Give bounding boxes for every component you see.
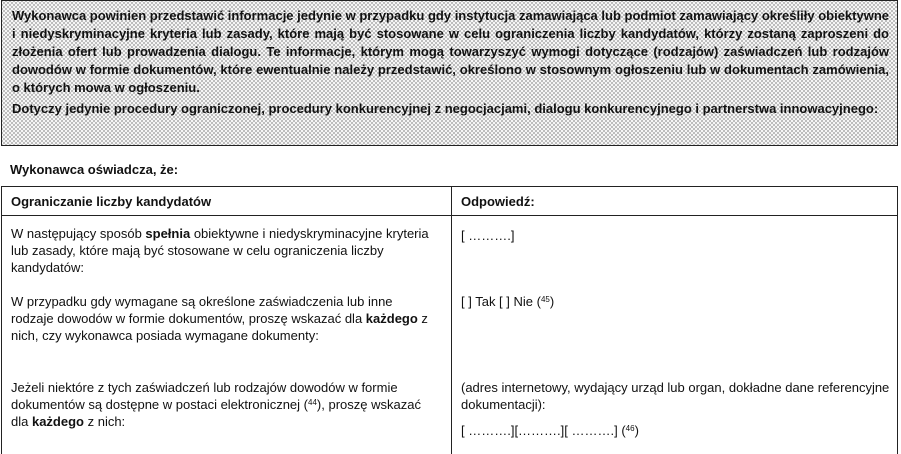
row1-answer-field: [ ……….]: [461, 228, 515, 243]
instruction-box: [1, 0, 898, 146]
footnote-ref: 44: [308, 398, 317, 407]
row2-answer-yes-no: [ ] Tak [ ] Nie ($^{45}$): [461, 294, 555, 309]
row3-answer-fields: [ ……….][……….][ ……….] ($^{46}$): [461, 423, 639, 438]
declaration-heading: Wykonawca oświadcza, że:: [10, 162, 179, 177]
row2-question: W przypadku gdy wymagane są określone zaświadczenia lub inne rodzaje dowodów w formie dokumentów, proszę wskazać dla każdego z nich, czy wykonawca posiada wymagane dokumenty:: [11, 294, 428, 343]
row3-answer-description: (adres internetowy, wydający urząd lub organ, dokładne dane referencyjne dokumentacji):: [461, 380, 890, 412]
column-divider: [451, 187, 452, 454]
column-header-answer: Odpowiedź:: [461, 194, 535, 209]
column-header-criteria: Ograniczanie liczby kandydatów: [11, 194, 212, 209]
instruction-paragraph-1: Wykonawca powinien przedstawić informacje jedynie w przypadku gdy instytucja zamawiająca lub podmiot zamawiający określiły obiektywne i niedyskryminacyjne kryteria lub zasady, które mają być stosowane w celu ograniczenia liczby kandydatów, którzy zostaną zaproszeni do złożenia ofert lub prowadzenia dialogu. Te informacje, którym mogą towarzyszyć wymogi dotyczące (rodzajów) zaświadczeń lub rodzajów dowodów w formie dokumentów, które ewentualnie należy przedstawić, określono w stosownym ogłoszeniu lub w dokumentach zamówienia, o których mowa w ogłoszeniu.: [12, 8, 889, 95]
footnote-ref: 46: [625, 424, 635, 433]
row1-question: W następujący sposób spełnia obiektywne i niedyskryminacyjne kryteria lub zasady, które mają być stosowane w celu ograniczenia liczby kandydatów:: [11, 226, 429, 275]
footnote-ref: 45: [540, 295, 550, 304]
header-divider: [2, 215, 897, 216]
row3-question: Jeżeli niektóre z tych zaświadczeń lub rodzajów dowodów w formie dokumentów są dostępne w postaci elektronicznej ($^{44}$), proszę wskazać dla każdego z nich:: [11, 380, 421, 429]
candidate-limitation-table: [1, 186, 898, 454]
instruction-paragraph-2: Dotyczy jedynie procedury ograniczonej, procedury konkurencyjnej z negocjacjami, dialogu konkurencyjnego i partnerstwa innowacyjnego:: [12, 101, 879, 116]
